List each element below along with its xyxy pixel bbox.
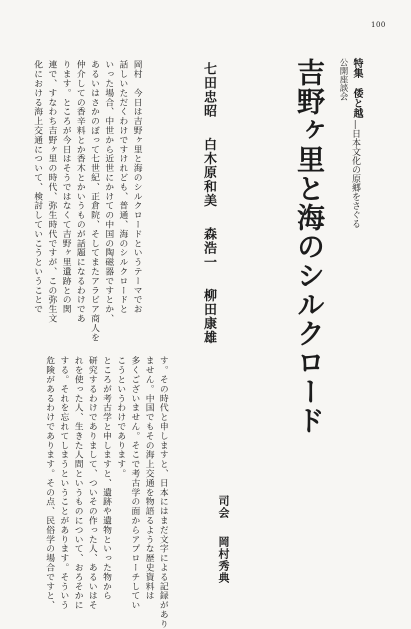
page-number: 100 [371, 21, 386, 29]
moderator-name: 岡村秀典 [217, 535, 230, 584]
participants [197, 62, 219, 345]
text-line: ません。中国でもその海上交通を物語るような歴史資料は [143, 356, 154, 601]
text-line: 仲介しての香辛料とか香木とかいうものが話題になるわけであ [74, 60, 85, 324]
text-line: いった場合、中世から近世にかけての中国の陶磁器ですとか、 [103, 60, 114, 324]
text-line: こうというわけであります。 [115, 356, 126, 479]
text-line: 連で、すなわち吉野ヶ里の時代、弥生時代ですが、この弥生文 [46, 60, 57, 324]
text-line: ります。ところが今日はそうではなくて吉野ヶ里遺跡との関 [60, 60, 71, 314]
event-label: 公開座談会 [338, 58, 348, 101]
text-line: ところが考古学と申しますと、遺跡や遺物といった物から [101, 356, 112, 601]
text-line: れを使った人、生きた人間というものについて、おろそかに [72, 356, 83, 610]
text-line: あるいはさかのぼって七世紀、正倉院、そしてまたアラビア商人を [89, 60, 100, 342]
text-line: 危険があるわけであります。その点、民俗学の場合ですと、 [44, 356, 55, 610]
series-subtitle: ―日本文化の原郷をさぐる [350, 120, 360, 228]
participant-name: 森浩一 [201, 227, 216, 270]
body-text-upper [30, 60, 144, 342]
text-line: 話しいただくわけですけれども、普通、海のシルクロードと [117, 60, 128, 314]
text-line: す。その時代と申しますと、日本にはまだ文字による記録があり [157, 356, 168, 629]
page-title: 吉野ヶ里と海のシルクロード [293, 58, 326, 435]
participant-name: 白木原和美 [201, 137, 216, 208]
moderator [213, 495, 233, 584]
body-text-lower [42, 356, 170, 629]
text-line: 岡村 今日は吉野ヶ里と海のシルクロードというテーマでお [131, 60, 142, 314]
moderator-label: 司会 [217, 495, 230, 519]
text-line: 研究するわけでありまして、ついその作った人、あるいはそ [86, 356, 97, 610]
participant-name: 七田忠昭 [201, 62, 216, 118]
text-line: する。それを忘れてしまうということがあります。そういう [58, 356, 69, 610]
text-line: 多くございません。そこで考古学の面からアプローチしてい [129, 356, 140, 610]
text-line: 化における海上交通について、検討していこうということで [32, 60, 43, 314]
series-title: 特集 倭と越 [351, 58, 362, 118]
participant-name: 柳田康雄 [201, 288, 216, 345]
